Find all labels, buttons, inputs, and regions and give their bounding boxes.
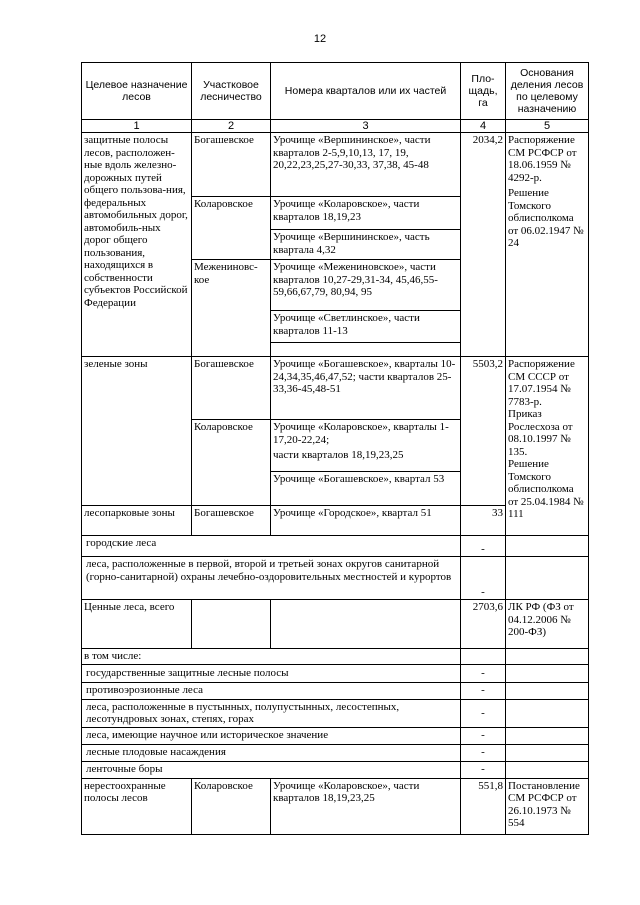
area-cell: 2034,2: [461, 133, 506, 357]
header-row: [82, 63, 589, 120]
sub-item-label: противоэрозионные леса: [82, 682, 461, 699]
area-cell: -: [461, 664, 506, 682]
forestry-cell: Богашевское: [192, 133, 271, 197]
forestry-cell: Богашевское: [192, 357, 271, 420]
quarters-cell: Урочище «Вершининское», часть квартала 4,32: [271, 230, 461, 260]
area-cell: -: [461, 682, 506, 699]
table-row: [82, 600, 589, 649]
purpose-cell: защитные полосы лесов, расположен-ные вдоль железно-дорожных путей общего пользова-ния, федеральных автомобильных дорог, автомобиль-ных дорог общего пользования, находящихся в собственности субъектов Российской Федерации: [82, 133, 192, 357]
quarters-cell: Урочище «Вершининское», части кварталов 2-5,9,10,13, 17, 19, 20,22,23,25,27-30,33, 37,38, 45-48: [271, 133, 461, 197]
area-cell: -: [461, 557, 506, 600]
quarters-cell: Урочище «Светлинское», части кварталов 11-13: [271, 311, 461, 343]
area-cell: -: [461, 761, 506, 778]
forestry-cell: Коларовское: [192, 778, 271, 834]
purpose-cell: зеленые зоны: [82, 357, 192, 506]
header-purpose: Целевое назначение лесов: [82, 63, 192, 120]
area-cell: -: [461, 744, 506, 761]
purpose-cell: лесопарковые зоны: [82, 506, 192, 536]
table-row: [82, 778, 589, 834]
table-row: [82, 133, 589, 197]
basis-cell: Постановление СМ РСФСР от 26.10.1973 № 554: [506, 778, 589, 834]
table-row: [82, 699, 589, 727]
purpose-cell: Ценные леса, всего: [82, 600, 192, 649]
area-cell: -: [461, 536, 506, 557]
column-number: 4: [461, 120, 506, 133]
quarters-cell: Урочище «Богашевское», квартал 53: [271, 472, 461, 506]
table-row: [82, 649, 589, 665]
empty-cell: [461, 649, 506, 665]
quarters-cell: Урочище «Коларовское», части кварталов 18,19,23,25: [271, 778, 461, 834]
empty-cell: [192, 600, 271, 649]
forestry-cell: Межениновс-кое: [192, 260, 271, 357]
table-row: [82, 536, 589, 557]
sub-item-label: лесные плодовые насаждения: [82, 744, 461, 761]
empty-cell: [506, 744, 589, 761]
empty-cell: [506, 557, 589, 600]
purpose-cell: леса, расположенные в первой, второй и третьей зонах округов санитарной (горно-санитарной) охраны лечебно-оздоровительных местностей и курортов: [82, 557, 461, 600]
header-quarters: Номера кварталов или их частей: [271, 63, 461, 120]
basis-text: Решение Томского облисполкома от 06.02.1947 № 24: [508, 187, 584, 249]
column-number: 2: [192, 120, 271, 133]
empty-cell: [506, 727, 589, 744]
quarters-cell: Урочище «Богашевское», кварталы 10-24,34,35,46,47,52; части кварталов 25-33,36-45,48-51: [271, 357, 461, 420]
empty-cell: [506, 761, 589, 778]
column-number-row: [82, 120, 589, 133]
purpose-cell: городские леса: [82, 536, 461, 557]
empty-cell: [506, 682, 589, 699]
table-row: [82, 727, 589, 744]
purpose-cell: нерестоохранные полосы лесов: [82, 778, 192, 834]
area-cell: -: [461, 699, 506, 727]
sub-item-label: ленточные боры: [82, 761, 461, 778]
empty-cell: [506, 649, 589, 665]
basis-text: Приказ Рослесхоза от 08.10.1997 № 135.: [508, 408, 573, 458]
header-area: Пло-щадь, га: [461, 63, 506, 120]
table-row: [82, 744, 589, 761]
table-row: [82, 357, 589, 420]
empty-cell: [271, 600, 461, 649]
empty-cell: [506, 699, 589, 727]
table-row: [82, 664, 589, 682]
basis-text: Распоряжение СМ СССР от 17.07.1954 № 7783-р.: [508, 358, 575, 408]
sub-item-label: леса, имеющие научное или историческое значение: [82, 727, 461, 744]
basis-text: Распоряжение СМ РСФСР от 18.06.1959 № 4292-р.: [508, 134, 577, 184]
area-cell: 33: [461, 506, 506, 536]
header-basis: Основания деления лесов по целевому назначению: [506, 63, 589, 120]
forestry-cell: Коларовское: [192, 197, 271, 260]
forestry-cell: Богашевское: [192, 506, 271, 536]
quarters-cell: [271, 420, 461, 472]
area-cell: -: [461, 727, 506, 744]
sub-item-label: государственные защитные лесные полосы: [82, 664, 461, 682]
column-number: 5: [506, 120, 589, 133]
quarters-cell: Урочище «Коларовское», части кварталов 18,19,23: [271, 197, 461, 230]
basis-cell: [506, 133, 589, 357]
quarters-text: Урочище «Коларовское», кварталы 1-17,20-22,24;: [273, 421, 449, 446]
table-row: [82, 761, 589, 778]
page-number: 12: [313, 33, 327, 45]
table-row: [82, 682, 589, 699]
basis-cell: [506, 357, 589, 536]
column-number: 3: [271, 120, 461, 133]
table-row: [82, 557, 589, 600]
basis-text: Решение Томского облисполкома от 25.04.1984 № 111: [508, 458, 584, 520]
column-number: 1: [82, 120, 192, 133]
quarters-cell: Урочище «Городское», квартал 51: [271, 506, 461, 536]
sub-item-label: леса, расположенные в пустынных, полупустынных, лесостепных, лесотундровых зонах, степях, горах: [82, 699, 461, 727]
quarters-cell: Урочище «Межениновское», части кварталов 10,27-29,31-34, 45,46,55-59,66,67,79, 80,94, 95: [271, 260, 461, 311]
area-cell: 5503,2: [461, 357, 506, 506]
basis-cell: ЛК РФ (ФЗ от 04.12.2006 № 200-ФЗ): [506, 600, 589, 649]
forestry-cell: Коларовское: [192, 420, 271, 506]
including-label: в том числе:: [82, 649, 461, 665]
area-cell: 2703,6: [461, 600, 506, 649]
header-forestry: Участковое лесничество: [192, 63, 271, 120]
forest-purpose-table: [81, 62, 589, 835]
empty-cell: [506, 536, 589, 557]
quarters-text: части кварталов 18,19,23,25: [273, 449, 404, 461]
empty-cell: [506, 664, 589, 682]
area-cell: 551,8: [461, 778, 506, 834]
empty-cell: [271, 343, 461, 357]
